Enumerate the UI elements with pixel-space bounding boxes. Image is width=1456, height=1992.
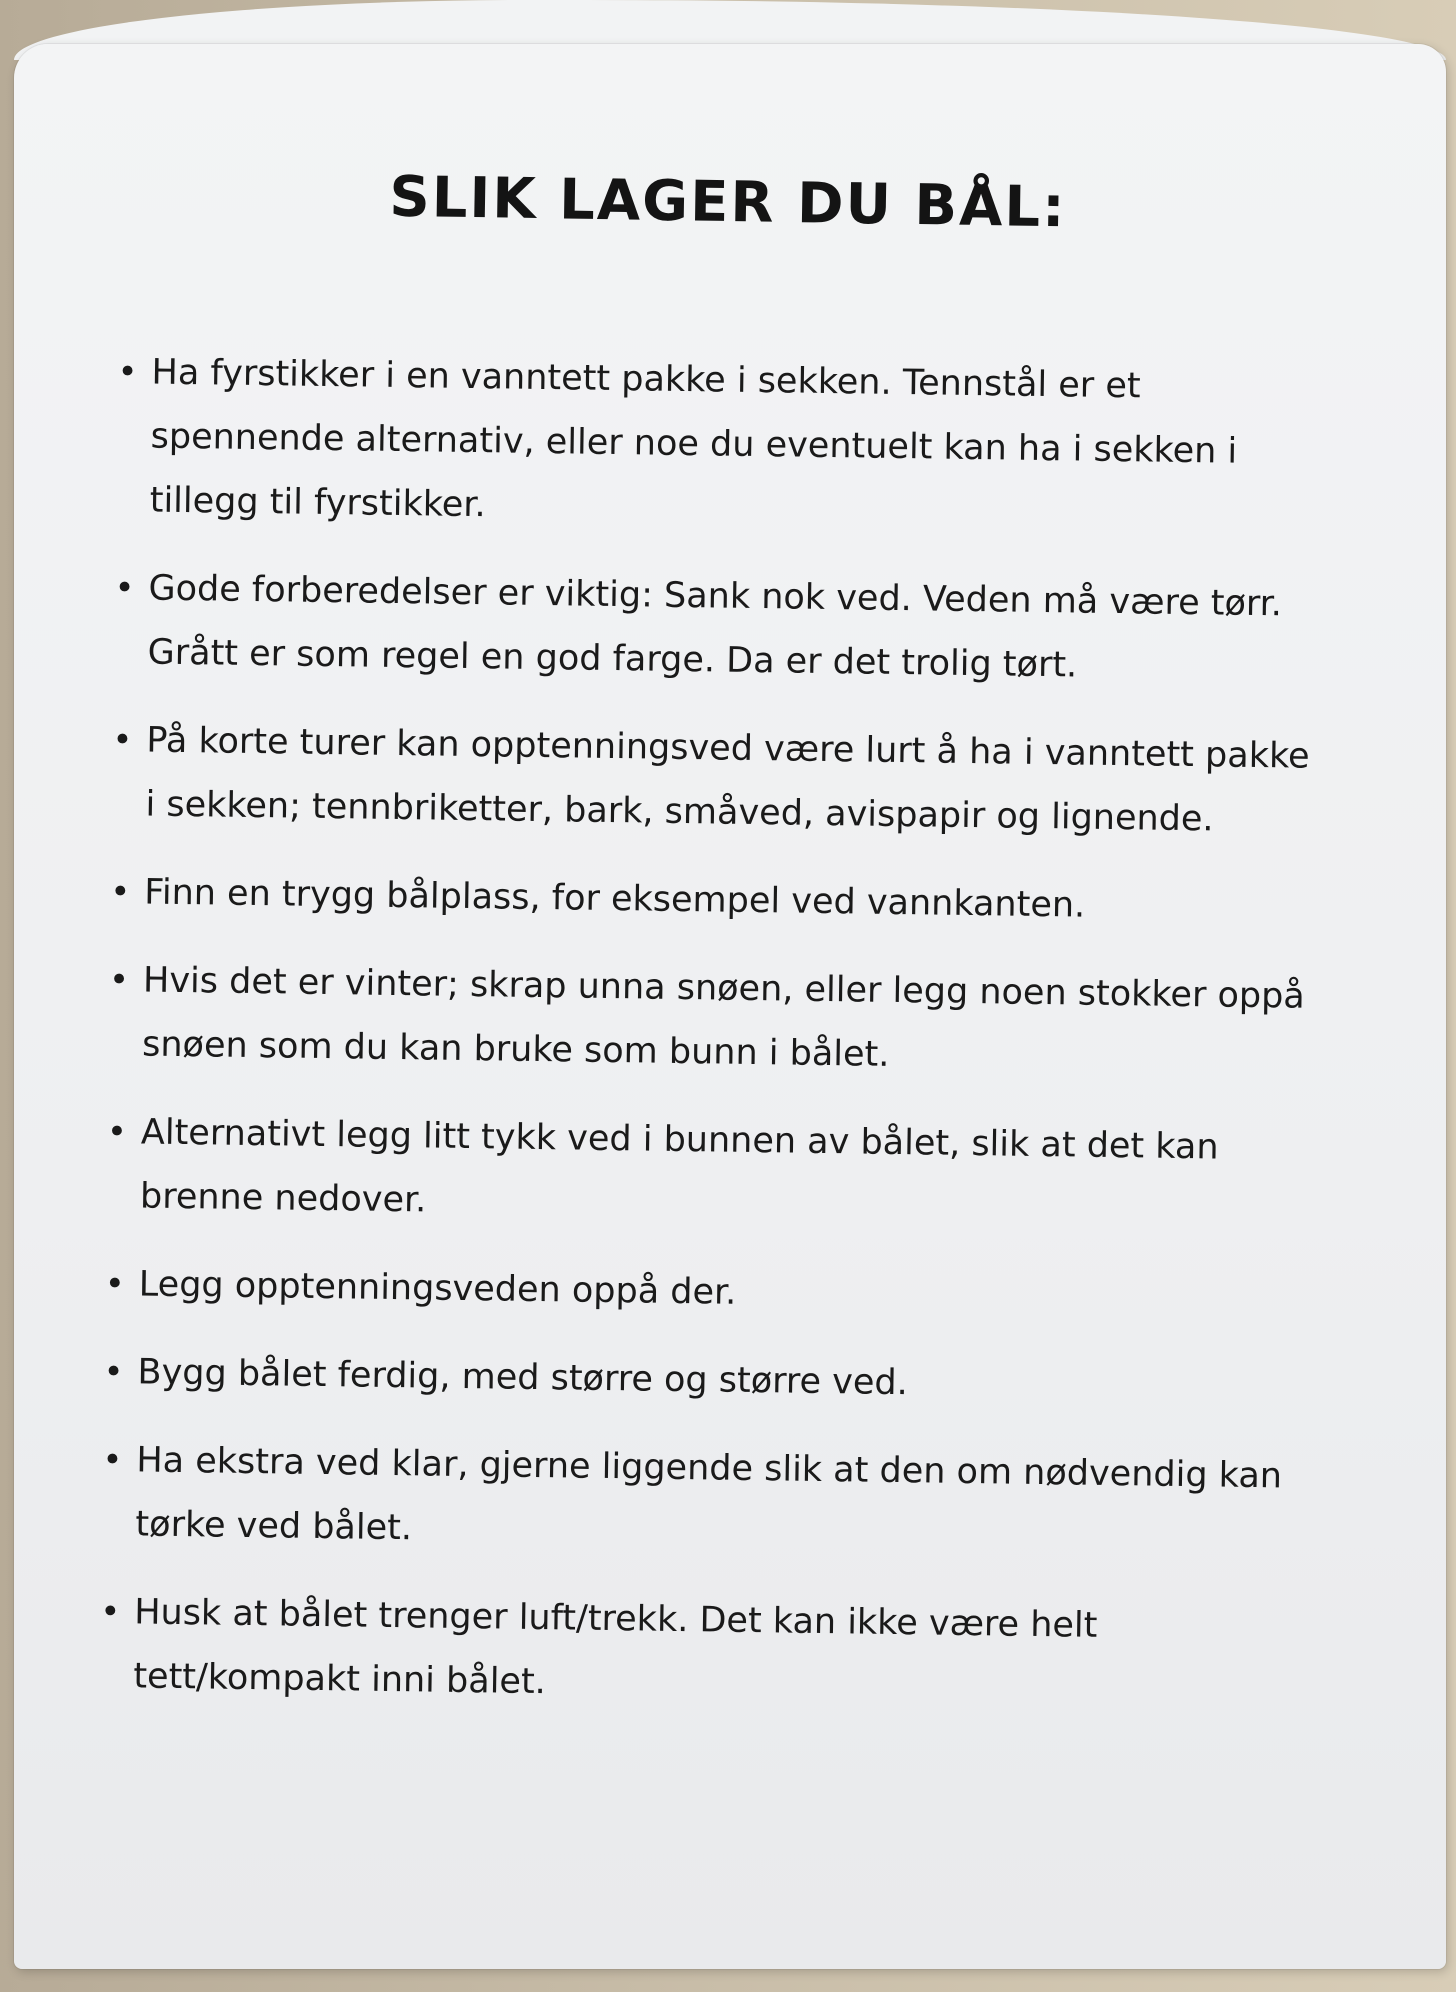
list-item-text: Ha fyrstikker i en vanntett pakke i sekken. Tennstål er et spennende alternativ, eller noe du eventuelt kan ha i sekken i tillegg til fyrstikker.: [149, 352, 1238, 526]
list-item-text: Ha ekstra ved klar, gjerne liggende slik at den om nødvendig kan tørke ved bålet.: [135, 1440, 1283, 1549]
bullet-icon: •: [114, 568, 135, 609]
list-item: [99, 1340, 1320, 1421]
list-item: [107, 708, 1329, 853]
bullet-icon: •: [110, 872, 131, 913]
bullet-icon: •: [117, 352, 138, 393]
list-item-text: Legg opptenningsveden oppå der.: [138, 1264, 737, 1313]
list-item: [104, 948, 1326, 1093]
list-item-text: På korte turer kan opptenningsved være lurt å ha i vanntett pakke i sekken; tennbriketter, bark, småved, avispapir og lignende.: [145, 720, 1310, 840]
list-item: [109, 556, 1331, 701]
instruction-list: [95, 340, 1334, 1749]
bullet-icon: •: [112, 720, 133, 761]
bullet-icon: •: [104, 1263, 126, 1305]
bullet-icon: •: [108, 959, 130, 1001]
list-item-text: Hvis det er vinter; skrap unna snøen, eller legg noen stokker oppå snøen som du kan bruke som bunn i bålet.: [141, 960, 1306, 1075]
bullet-icon: •: [99, 1591, 121, 1633]
bullet-icon: •: [102, 1439, 123, 1481]
bullet-icon: •: [106, 1111, 128, 1153]
list-item-text: Gode forberedelser er viktig: Sank nok ved. Veden må være tørr. Grått er som regel en god farge. Da er det trolig tørt.: [147, 568, 1283, 686]
list-item-text: Husk at bålet trenger luft/trekk. Det kan ikke være helt tett/kompakt inni bålet.: [133, 1592, 1098, 1703]
bullet-icon: •: [103, 1351, 124, 1393]
list-item: [100, 1252, 1321, 1333]
list-item: [102, 1100, 1324, 1245]
list-item: [106, 860, 1327, 941]
list-item: [95, 1580, 1317, 1725]
list-item-text: Alternativt legg litt tykk ved i bunnen av bålet, slik at det kan brenne nedover.: [139, 1112, 1219, 1221]
list-item-text: Finn en trygg bålplass, for eksempel ved vannkanten.: [144, 872, 1086, 926]
list-item: [111, 340, 1334, 549]
list-item-text: Bygg bålet ferdig, med større og større ved.: [137, 1352, 909, 1404]
list-item: [97, 1428, 1319, 1573]
page-title: SLIK LAGER DU BÅL:: [388, 164, 1068, 241]
